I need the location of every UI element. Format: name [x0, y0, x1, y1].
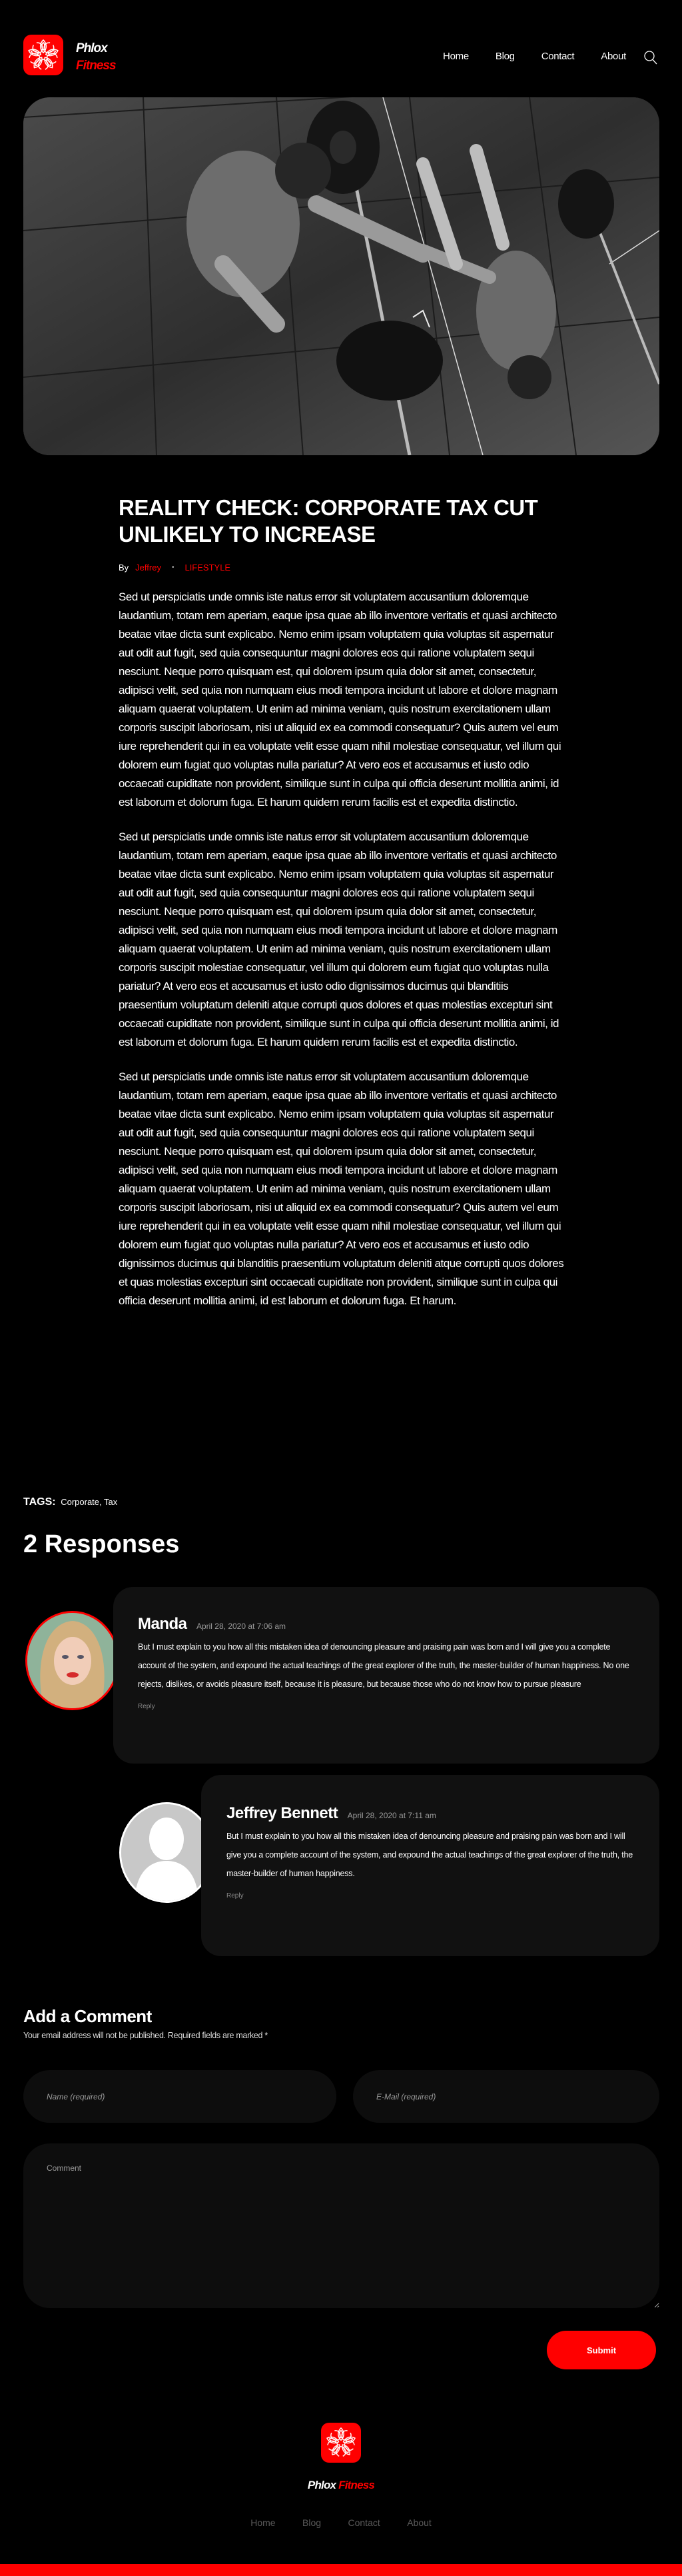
- comment-text: But I must explain to you how all this mistaken idea of denouncing pleasure and praising pain was born and I will give you a complete account of the system, and expound the actual teachings of the great explorer of the truth, the master-builder of human happiness.: [226, 1832, 633, 1878]
- comment-text: But I must explain to you how all this mistaken idea of denouncing pleasure and praising pain was born and I will give you a complete account of the system, and expound the actual teachings of the great explorer of the truth, the master-builder of human happiness. No one rejects, dislikes, or avoids pleasure itself, because it is pleasure, but because those who do not know how to pursue pleasure: [138, 1642, 629, 1689]
- paragraph: Sed ut perspiciatis unde omnis iste natus error sit voluptatem accusantium doloremque laudantium, totam rem aperiam, eaque ipsa quae ab illo inventore veritatis et quasi architecto beatae vitae dicta sunt explicabo. Nemo enim ipsam voluptatem quia voluptas sit aspernatur aut odit aut fugit, sed quia consequuntur magni dolores eos qui ratione voluptatem sequi nesciunt. Neque porro quisquam est, qui dolorem ipsum quia dolor sit amet, consectetur, adipisci velit, sed quia non numquam eius modi tempora incidunt ut labore et dolore magnam aliquam quaerat voluptatem. Ut enim ad minima veniam, quis nostrum exercitationem ullam corporis suscipit laboriosam, nisi ut aliquid ex ea commodi consequatur? Quis autem vel eum iure reprehenderit qui in ea voluptate velit esse quam nihil molestiae consequatur, vel illum qui dolorem eum fugiat quo voluptas nulla pariatur? At vero eos et accusamus et iusto odio dignissimos ducimus qui blanditiis praesentium voluptatum deleniti atque corrupti quos dolores et quas molestias excepturi sint occaecati cupiditate non provident, similique sunt in culpa qui officia deserunt mollitia animi, id est laborum et dolorum fuga. Et harum.: [119, 1070, 564, 1307]
- lotus-flower-icon: [27, 39, 60, 72]
- paragraph: Sed ut perspiciatis unde omnis iste natus error sit voluptatem accusantium doloremque laudantium, totam rem aperiam, eaque ipsa quae ab illo inventore veritatis et quasi architecto beatae vitae dicta sunt explicabo. Nemo enim ipsam voluptatem quia voluptas sit aspernatur aut odit aut fugit, sed quia consequuntur magni dolores eos qui ratione voluptatem sequi nesciunt. Neque porro quisquam est, qui dolorem ipsum quia dolor sit amet, consectetur, adipisci velit, sed quia non numquam eius modi tempora incidunt ut labore et dolore magnam aliquam quaerat voluptatem. Ut enim ad minima veniam, quis nostrum exercitationem ullam corporis suscipit laboriosam, nisi ut aliquid ex ea commodi consequatur? Quis autem vel eum iure reprehenderit qui in ea voluptate velit esse quam nihil molestiae consequatur, vel illum qui dolorem eum fugiat quo voluptas nulla pariatur? At vero eos et accusamus et iusto odio occaecati cupiditate non provident, similique sunt in culpa qui officia deserunt mollitia animi, id est laborum et dolorum fuga. Et harum quidem rerum facilis est et expedita distinctio.: [119, 591, 561, 808]
- search-icon[interactable]: [643, 49, 659, 65]
- comment-card: [113, 1587, 659, 1764]
- footer-nav-about[interactable]: About: [407, 2517, 432, 2528]
- name-input[interactable]: [23, 2070, 336, 2123]
- footer-logo[interactable]: [321, 2423, 361, 2463]
- email-input[interactable]: [353, 2070, 659, 2123]
- footer-nav-blog[interactable]: Blog: [302, 2517, 322, 2528]
- avatar: [25, 1611, 119, 1710]
- footer-brand: [0, 2479, 682, 2492]
- post-content: [119, 588, 566, 1326]
- post-tags: [23, 1496, 117, 1508]
- lotus-flower-icon: [325, 2427, 357, 2459]
- nav-home[interactable]: Home: [443, 51, 469, 62]
- footer-nav-home[interactable]: Home: [250, 2517, 276, 2528]
- gym-photo: [23, 97, 659, 455]
- user-photo: [27, 1613, 117, 1708]
- comment-author: Jeffrey Bennett: [226, 1804, 338, 1822]
- footer-accent-bar: [0, 2564, 682, 2576]
- avatar: [119, 1802, 214, 1903]
- comment-date: April 28, 2020 at 7:06 am: [196, 1622, 286, 1631]
- responses-heading: 2 Responses: [23, 1530, 180, 1558]
- tag-links[interactable]: Corporate, Tax: [61, 1497, 118, 1507]
- footer-nav: [0, 2517, 682, 2529]
- brand-line-2: Fitness: [76, 59, 116, 73]
- footer-brand-line-1: Phlox: [307, 2479, 336, 2491]
- comment-author: Manda: [138, 1615, 187, 1633]
- hero-image: [23, 97, 659, 455]
- form-note: Your email address will not be published. Required fields are marked *: [23, 2031, 268, 2040]
- post-meta: [119, 563, 230, 573]
- logo[interactable]: [23, 35, 63, 75]
- nav-contact[interactable]: Contact: [541, 51, 575, 62]
- footer-brand-line-2: Fitness: [338, 2479, 375, 2491]
- author-link[interactable]: Jeffrey: [135, 563, 161, 573]
- category-link[interactable]: LIFESTYLE: [184, 563, 231, 573]
- add-comment-heading: Add a Comment: [23, 2006, 152, 2026]
- footer-nav-contact[interactable]: Contact: [348, 2517, 380, 2528]
- nav-about[interactable]: About: [601, 51, 626, 62]
- brand-line-1: Phlox: [76, 41, 107, 55]
- default-avatar-icon: [121, 1804, 212, 1901]
- reply-link[interactable]: Reply: [138, 1703, 155, 1710]
- tags-label: TAGS:: [23, 1496, 56, 1508]
- by-label: By: [119, 563, 129, 573]
- meta-separator: •: [171, 564, 174, 571]
- main-nav: [416, 51, 626, 62]
- submit-button[interactable]: Submit: [547, 2331, 656, 2369]
- post-title: REALITY CHECK: CORPORATE TAX CUT UNLIKELY TO INCREASE: [119, 495, 538, 547]
- comment-textarea[interactable]: [23, 2143, 659, 2308]
- nav-blog[interactable]: Blog: [495, 51, 515, 62]
- brand-name[interactable]: [76, 40, 116, 75]
- comment-card: [201, 1775, 659, 1956]
- reply-link[interactable]: Reply: [226, 1892, 244, 1900]
- paragraph: Sed ut perspiciatis unde omnis iste natus error sit voluptatem accusantium doloremque laudantium, totam rem aperiam, eaque ipsa quae ab illo inventore veritatis et quasi architecto beatae vitae dicta sunt explicabo. Nemo enim ipsam voluptatem quia voluptas sit aspernatur aut odit aut fugit, sed quia consequuntur magni dolores eos qui ratione voluptatem sequi nesciunt. Neque porro quisquam est, qui dolorem ipsum quia dolor sit amet, consectetur, adipisci velit, sed quia non numquam eius modi tempora incidunt ut labore et dolore magnam aliquam quaerat voluptatem. Ut enim ad minima veniam, quis nostrum exercitationem ullam corporis suscipit molestiae consequatur, vel illum qui dolorem eum fugiat quo voluptas nulla pariatur? At vero eos et accusamus et iusto odio dignissimos ducimus qui blanditiis praesentium voluptatum deleniti atque corrupti quos dolores et quas molestias excepturi sint occaecati cupiditate non provident, similique sunt in culpa qui officia deserunt mollitia animi, id est laborum et dolorum fuga. Et harum quidem rerum facilis est et expedita distinctio.: [119, 830, 559, 1048]
- comment-date: April 28, 2020 at 7:11 am: [347, 1811, 436, 1820]
